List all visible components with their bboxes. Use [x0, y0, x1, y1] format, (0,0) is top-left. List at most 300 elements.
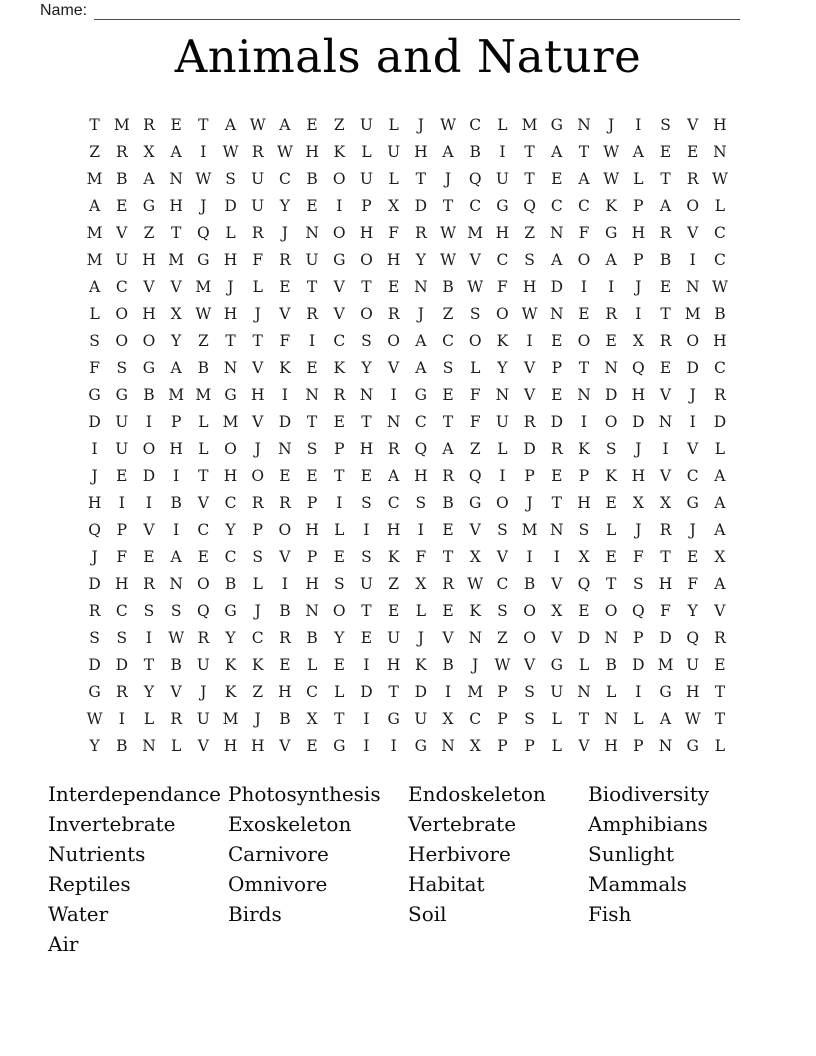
grid-cell: S — [225, 169, 236, 188]
grid-cell: R — [88, 601, 101, 620]
grid-cell: H — [685, 682, 700, 701]
grid-cell: W — [467, 277, 484, 296]
word-list-item: Sunlight — [588, 842, 674, 866]
grid-cell: S — [497, 520, 508, 539]
grid-cell: W — [494, 655, 511, 674]
grid-cell: C — [713, 250, 726, 269]
grid-cell: M — [86, 223, 103, 242]
grid-cell: K — [224, 682, 237, 701]
grid-cell: E — [659, 142, 672, 161]
word-list-column — [48, 779, 228, 959]
grid-cell: X — [388, 196, 400, 215]
grid-cell: U — [196, 655, 210, 674]
grid-cell: T — [334, 709, 345, 728]
grid-cell: Y — [334, 628, 345, 647]
grid-cell: X — [632, 493, 644, 512]
grid-cell: L — [633, 169, 644, 188]
grid-cell: C — [578, 196, 590, 215]
grid-cell: H — [713, 331, 727, 350]
grid-cell: E — [333, 547, 345, 566]
grid-cell: S — [524, 709, 535, 728]
grid-cell: I — [635, 304, 642, 323]
grid-cell: V — [442, 628, 454, 647]
grid-cell: C — [251, 628, 264, 647]
grid-cell: U — [359, 115, 373, 134]
word-list-item: Mammals — [588, 872, 687, 896]
grid-cell: N — [604, 358, 618, 377]
grid-cell: K — [605, 466, 617, 485]
grid-cell: N — [169, 574, 183, 593]
grid-cell: V — [551, 628, 563, 647]
grid-cell: N — [305, 385, 319, 404]
grid-cell: Q — [631, 358, 645, 377]
grid-cell: E — [306, 196, 318, 215]
grid-cell: N — [169, 169, 183, 188]
grid-cell: Z — [497, 628, 508, 647]
grid-cell: E — [116, 466, 128, 485]
grid-cell: S — [524, 682, 535, 701]
grid-cell: W — [711, 169, 728, 188]
grid-cell: B — [523, 574, 536, 593]
grid-cell: S — [524, 250, 535, 269]
name-blank-line — [94, 3, 740, 20]
grid-cell: Z — [89, 142, 100, 161]
grid-cell: B — [116, 736, 128, 755]
grid-cell: N — [386, 412, 401, 431]
grid-cell: H — [142, 250, 156, 269]
word-list-item: Interdependance — [48, 782, 222, 806]
grid-cell: X — [469, 736, 481, 755]
word-list-item: Biodiversity — [588, 782, 710, 806]
grid-cell: E — [333, 655, 345, 674]
grid-cell: L — [497, 439, 508, 458]
grid-cell: B — [442, 493, 454, 512]
grid-cell: U — [359, 169, 373, 188]
grid-cell: S — [469, 304, 481, 323]
grid-cell: J — [200, 196, 207, 215]
grid-cell: T — [415, 169, 427, 188]
grid-cell: V — [197, 736, 209, 755]
grid-cell: T — [442, 412, 454, 431]
grid-cell: D — [659, 628, 672, 647]
grid-cell: R — [387, 304, 400, 323]
grid-cell: A — [659, 196, 672, 215]
grid-cell: M — [168, 385, 185, 404]
grid-cell: O — [604, 601, 618, 620]
grid-cell: E — [279, 277, 291, 296]
grid-cell: T — [442, 196, 454, 215]
grid-cell: M — [222, 412, 239, 431]
grid-cell: Q — [686, 628, 700, 647]
grid-cell: S — [442, 358, 454, 377]
grid-cell: K — [605, 196, 617, 215]
grid-cell: E — [687, 142, 699, 161]
grid-cell: O — [387, 331, 401, 350]
grid-cell: T — [714, 682, 726, 701]
grid-cell: P — [252, 520, 263, 539]
grid-cell: C — [496, 250, 509, 269]
grid-cell: V — [170, 682, 182, 701]
grid-cell: L — [143, 709, 155, 728]
grid-cell: E — [360, 466, 373, 485]
word-list-item: Endoskeleton — [408, 782, 546, 806]
grid-cell: O — [142, 331, 156, 350]
grid-cell: J — [254, 601, 261, 620]
grid-cell: P — [633, 250, 644, 269]
grid-cell: S — [89, 628, 100, 647]
grid-cell: V — [197, 493, 209, 512]
grid-cell: N — [604, 628, 618, 647]
grid-cell: R — [279, 493, 291, 512]
grid-cell: G — [414, 736, 428, 755]
grid-cell: V — [523, 385, 536, 404]
grid-cell: L — [497, 115, 508, 134]
grid-cell: H — [522, 277, 537, 296]
grid-cell: O — [686, 331, 700, 350]
grid-cell: M — [195, 385, 212, 404]
grid-cell: H — [223, 736, 238, 755]
grid-cell: G — [333, 250, 346, 269]
grid-cell: L — [606, 682, 617, 701]
grid-cell: A — [279, 115, 291, 134]
grid-cell: T — [198, 115, 209, 134]
grid-cell: W — [168, 628, 185, 647]
grid-cell: I — [662, 439, 669, 458]
grid-cell: N — [685, 277, 700, 296]
grid-cell: D — [88, 412, 101, 431]
grid-cell: O — [115, 304, 129, 323]
word-list-column — [588, 779, 768, 959]
grid-cell: F — [497, 277, 508, 296]
grid-cell: N — [305, 601, 319, 620]
grid-cell: F — [469, 412, 481, 431]
grid-cell: T — [306, 412, 318, 431]
grid-cell: D — [686, 358, 699, 377]
grid-cell: R — [306, 304, 318, 323]
grid-cell: K — [224, 655, 237, 674]
grid-cell: D — [577, 628, 591, 647]
grid-cell: C — [713, 358, 726, 377]
grid-cell: N — [577, 682, 591, 701]
grid-cell: K — [387, 547, 400, 566]
grid-cell: O — [332, 601, 346, 620]
grid-cell: M — [113, 115, 130, 134]
grid-cell: Q — [196, 223, 210, 242]
grid-cell: S — [116, 358, 128, 377]
grid-cell: N — [658, 412, 673, 431]
grid-cell: I — [689, 250, 696, 269]
grid-cell: D — [604, 385, 618, 404]
grid-cell: G — [197, 250, 210, 269]
grid-cell: A — [143, 169, 155, 188]
grid-cell: A — [714, 466, 726, 485]
grid-cell: B — [116, 169, 128, 188]
grid-cell: U — [387, 628, 401, 647]
grid-cell: A — [714, 520, 726, 539]
grid-cell: R — [279, 250, 291, 269]
grid-cell: E — [116, 196, 128, 215]
grid-cell: W — [711, 277, 728, 296]
grid-cell: V — [523, 358, 536, 377]
grid-cell: P — [633, 196, 644, 215]
grid-cell: K — [496, 331, 509, 350]
grid-cell: U — [196, 709, 210, 728]
grid-cell: S — [361, 547, 372, 566]
grid-cell: E — [387, 601, 400, 620]
grid-cell: B — [143, 385, 155, 404]
grid-cell: R — [605, 304, 617, 323]
grid-cell: D — [550, 412, 563, 431]
grid-cell: J — [417, 115, 424, 134]
grid-cell: D — [88, 655, 101, 674]
grid-cell: H — [495, 223, 510, 242]
grid-cell: V — [687, 115, 699, 134]
grid-cell: Q — [631, 601, 645, 620]
grid-cell: X — [578, 547, 590, 566]
grid-cell: Q — [88, 520, 101, 539]
grid-cell: D — [278, 412, 292, 431]
grid-cell: J — [254, 439, 261, 458]
grid-cell: A — [415, 331, 427, 350]
grid-cell: P — [633, 628, 644, 647]
grid-cell: N — [223, 358, 238, 377]
grid-cell: U — [305, 250, 319, 269]
word-list-item: Fish — [588, 902, 632, 926]
grid-cell: J — [635, 439, 642, 458]
grid-cell: I — [281, 385, 288, 404]
grid-cell: R — [170, 709, 182, 728]
grid-cell: G — [142, 358, 156, 377]
grid-cell: C — [442, 331, 454, 350]
grid-cell: W — [603, 169, 620, 188]
grid-cell: O — [278, 520, 292, 539]
grid-cell: E — [551, 169, 563, 188]
grid-cell: T — [361, 412, 372, 431]
grid-cell: R — [686, 169, 699, 188]
grid-cell: E — [442, 385, 454, 404]
grid-cell: T — [225, 331, 236, 350]
grid-cell: I — [635, 682, 642, 701]
grid-cell: U — [251, 169, 265, 188]
grid-cell: M — [86, 250, 103, 269]
grid-cell: V — [143, 520, 155, 539]
grid-cell: Y — [143, 682, 155, 701]
grid-cell: I — [309, 331, 316, 350]
grid-cell: G — [550, 115, 563, 134]
grid-cell: T — [578, 358, 590, 377]
grid-cell: A — [170, 142, 182, 161]
grid-cell: P — [524, 736, 535, 755]
grid-cell: X — [632, 331, 644, 350]
grid-cell: U — [550, 682, 564, 701]
grid-cell: B — [279, 709, 291, 728]
grid-cell: I — [118, 493, 125, 512]
grid-cell: T — [524, 142, 535, 161]
grid-cell: M — [467, 223, 484, 242]
grid-cell: P — [497, 709, 508, 728]
grid-cell: R — [387, 439, 400, 458]
grid-cell: L — [252, 574, 263, 593]
grid-cell: V — [659, 385, 672, 404]
grid-cell: I — [200, 142, 207, 161]
grid-cell: U — [115, 250, 129, 269]
grid-cell: L — [578, 655, 590, 674]
grid-cell: A — [659, 709, 672, 728]
grid-cell: F — [116, 547, 128, 566]
grid-cell: G — [604, 223, 618, 242]
grid-cell: T — [578, 709, 590, 728]
grid-cell: R — [442, 574, 454, 593]
grid-cell: L — [334, 682, 345, 701]
grid-cell: H — [386, 655, 401, 674]
word-list-item: Nutrients — [48, 842, 146, 866]
grid-cell: Q — [468, 466, 482, 485]
grid-cell: L — [551, 736, 562, 755]
grid-cell: J — [635, 520, 642, 539]
grid-cell: T — [714, 709, 726, 728]
grid-cell: Z — [388, 574, 400, 593]
grid-cell: S — [361, 493, 372, 512]
grid-cell: C — [414, 412, 427, 431]
grid-cell: T — [605, 574, 617, 593]
grid-cell: F — [252, 250, 264, 269]
grid-cell: Z — [524, 223, 535, 242]
grid-cell: T — [660, 547, 671, 566]
grid-cell: E — [306, 736, 318, 755]
grid-cell: O — [360, 304, 373, 323]
grid-cell: A — [578, 169, 590, 188]
grid-cell: R — [115, 682, 128, 701]
grid-cell: M — [222, 709, 239, 728]
grid-cell: I — [635, 115, 642, 134]
grid-cell: P — [551, 358, 562, 377]
grid-cell: N — [278, 439, 292, 458]
grid-cell: M — [86, 169, 103, 188]
grid-cell: C — [469, 709, 482, 728]
grid-cell: A — [170, 358, 182, 377]
grid-cell: S — [252, 547, 264, 566]
grid-cell: G — [659, 682, 672, 701]
grid-cell: P — [116, 520, 127, 539]
grid-cell: X — [469, 547, 481, 566]
grid-cell: Q — [577, 574, 591, 593]
grid-cell: F — [388, 223, 400, 242]
grid-cell: H — [386, 520, 401, 539]
grid-cell: H — [169, 439, 183, 458]
grid-cell: E — [442, 520, 454, 539]
grid-cell: I — [363, 520, 370, 539]
grid-cell: S — [170, 601, 182, 620]
grid-cell: V — [659, 466, 672, 485]
grid-cell: H — [414, 466, 428, 485]
grid-cell: S — [116, 628, 128, 647]
grid-cell: W — [521, 304, 538, 323]
grid-cell: P — [361, 196, 372, 215]
grid-cell: Y — [361, 358, 372, 377]
grid-cell: E — [306, 115, 318, 134]
grid-cell: E — [333, 412, 345, 431]
grid-cell: U — [251, 196, 265, 215]
grid-cell: H — [631, 223, 646, 242]
grid-cell: C — [469, 196, 482, 215]
grid-cell: N — [468, 628, 482, 647]
grid-cell: D — [632, 655, 645, 674]
grid-cell: Q — [523, 196, 536, 215]
grid-cell: F — [687, 574, 699, 593]
grid-cell: X — [143, 142, 155, 161]
grid-cell: A — [442, 142, 454, 161]
grid-cell: O — [142, 439, 156, 458]
grid-cell: O — [604, 412, 618, 431]
grid-cell: I — [417, 520, 424, 539]
grid-cell: P — [306, 493, 318, 512]
grid-cell: J — [254, 304, 261, 323]
grid-cell: E — [551, 385, 563, 404]
grid-cell: H — [305, 574, 319, 593]
grid-cell: O — [686, 196, 700, 215]
grid-cell: V — [333, 304, 345, 323]
grid-cell: D — [115, 655, 128, 674]
grid-cell: B — [306, 628, 318, 647]
grid-cell: W — [249, 115, 266, 134]
grid-cell: N — [577, 115, 591, 134]
grid-cell: F — [578, 223, 590, 242]
grid-cell: T — [89, 115, 100, 134]
grid-cell: D — [550, 277, 563, 296]
grid-cell: C — [224, 547, 237, 566]
grid-cell: K — [415, 655, 427, 674]
grid-cell: U — [495, 412, 509, 431]
grid-cell: D — [414, 682, 428, 701]
grid-cell: T — [170, 223, 182, 242]
grid-cell: H — [223, 250, 238, 269]
grid-cell: B — [469, 142, 481, 161]
grid-cell: H — [250, 736, 265, 755]
grid-cell: E — [659, 277, 672, 296]
grid-cell: R — [442, 466, 454, 485]
grid-cell: N — [414, 277, 428, 296]
grid-cell: B — [170, 493, 182, 512]
grid-cell: S — [306, 439, 318, 458]
grid-cell: L — [714, 736, 726, 755]
word-list-item: Vertebrate — [408, 812, 517, 836]
grid-cell: E — [170, 115, 182, 134]
grid-cell: D — [713, 412, 727, 431]
grid-cell: V — [687, 223, 699, 242]
grid-cell: D — [224, 196, 237, 215]
grid-cell: A — [415, 358, 427, 377]
grid-cell: U — [359, 574, 373, 593]
grid-cell: H — [359, 439, 374, 458]
grid-cell: B — [659, 250, 672, 269]
grid-cell: W — [440, 250, 456, 269]
grid-cell: L — [361, 142, 372, 161]
grid-cell: B — [714, 304, 726, 323]
grid-cell: T — [361, 277, 372, 296]
grid-cell: I — [499, 142, 506, 161]
grid-cell: Y — [89, 736, 100, 755]
grid-cell: L — [198, 412, 209, 431]
grid-cell: O — [115, 331, 129, 350]
grid-cell: W — [467, 574, 484, 593]
grid-cell: R — [659, 520, 672, 539]
grid-cell: J — [417, 304, 424, 323]
grid-cell: R — [251, 493, 264, 512]
grid-cell: G — [469, 493, 482, 512]
grid-cell: S — [633, 574, 644, 593]
word-list-item: Amphibians — [588, 812, 708, 836]
grid-cell: N — [441, 736, 455, 755]
